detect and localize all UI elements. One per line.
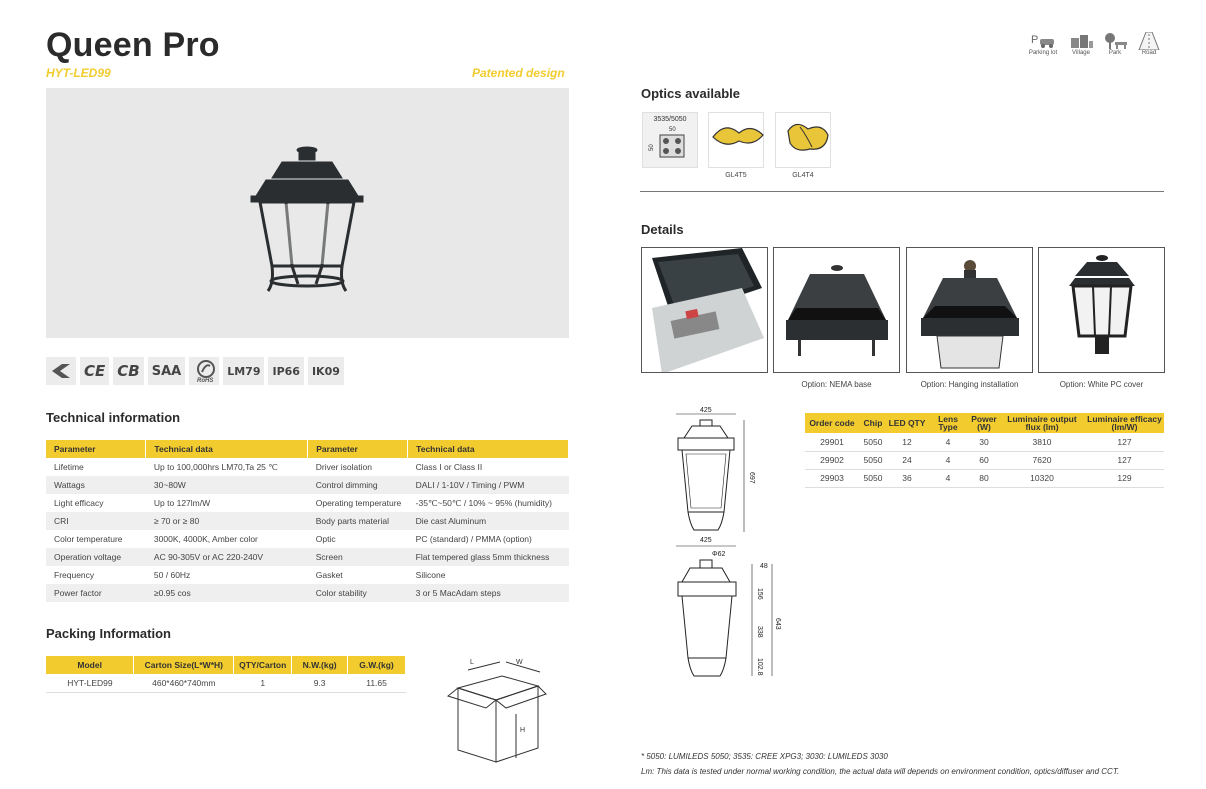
svg-text:338: 338 [756,626,763,638]
table-row [46,566,569,584]
table-cell: 5050 [859,433,887,451]
table-cell: HYT-LED99 [46,674,134,692]
table-cell: Operation voltage [46,548,146,566]
svg-text:L: L [470,659,474,666]
optic-label: GL4T4 [792,172,814,179]
table-header: Parameter [308,440,408,458]
divider [640,191,1164,192]
optic-gl4t4 [775,112,831,168]
table-cell: PC (standard) / PMMA (option) [408,530,569,548]
optics-heading: Optics available [641,86,740,101]
table-header: QTY/Carton [234,656,292,674]
patented-label: Patented design [472,66,565,80]
table-header: Parameter [46,440,146,458]
table-row [805,451,1164,469]
svg-text:RoHS: RoHS [197,378,214,383]
table-header: Model [46,656,134,674]
table-cell: 36 [887,469,927,487]
table-cell: 60 [969,451,999,469]
svg-text:W: W [516,659,523,666]
table-cell: Operating temperature [308,494,408,512]
table-header: Luminaire efficacy (lm/W) [1085,413,1164,433]
road-icon [1138,32,1160,50]
park-icon [1102,32,1128,50]
table-row [46,476,569,494]
table-cell: CRI [46,512,146,530]
table-row [46,530,569,548]
optic-module-3535: 3535/5050 50 50 [642,112,698,168]
table-cell: Class I or Class II [408,458,569,476]
table-cell: Optic [308,530,408,548]
svg-text:697: 697 [748,472,755,484]
svg-text:H: H [520,727,526,734]
table-header: Luminaire output flux (lm) [999,413,1085,433]
svg-text:425: 425 [700,537,712,544]
table-cell: 5050 [859,469,887,487]
table-cell: 29903 [805,469,859,487]
table-cell: 5050 [859,451,887,469]
table-row [46,674,406,692]
table-cell: 1 [234,674,292,692]
table-cell: Light efficacy [46,494,146,512]
table-cell: 29901 [805,433,859,451]
table-cell: DALI / 1-10V / Timing / PWM [408,476,569,494]
usage-park [1102,32,1128,56]
svg-text:643: 643 [774,618,781,630]
table-cell: Silicone [408,566,569,584]
table-cell: 30 [969,433,999,451]
detail-driver-compartment [641,247,768,373]
table-cell: 4 [927,433,969,451]
detail-caption: Option: NEMA base [801,380,872,389]
detail-nema-base [773,247,900,373]
table-cell: 29902 [805,451,859,469]
table-cell: 10320 [999,469,1085,487]
table-header: Lens Type [927,413,969,433]
certification-row [46,357,344,385]
svg-text:425: 425 [700,407,712,414]
ik09-mark: IK09 [308,357,344,385]
table-cell: Wattags [46,476,146,494]
table-cell: ≥ 70 or ≥ 80 [146,512,308,530]
table-cell: Lifetime [46,458,146,476]
usage-village [1068,32,1094,56]
table-cell: 127 [1085,451,1164,469]
detail-white-pc-cover [1038,247,1165,373]
table-header: Technical data [146,440,308,458]
packing-heading: Packing Information [46,626,171,641]
table-cell: Color stability [308,584,408,602]
table-row [46,512,569,530]
table-cell: Gasket [308,566,408,584]
table-cell: 50 / 60Hz [146,566,308,584]
optic-label: GL4T5 [725,172,747,179]
table-cell: Frequency [46,566,146,584]
table-cell: 129 [1085,469,1164,487]
technical-heading: Technical information [46,410,181,425]
table-cell: 4 [927,469,969,487]
table-cell: 12 [887,433,927,451]
table-cell: Body parts material [308,512,408,530]
ce-mark: CE [80,357,109,385]
lm79-mark: LM79 [223,357,264,385]
usage-label: Park [1108,50,1122,56]
usage-label: Parking lot [1028,50,1058,56]
saa-mark: SAA [148,357,186,385]
optic-gl4t5 [708,112,764,168]
table-row [805,433,1164,451]
ccc-icon [46,357,76,385]
table-cell: Color temperature [46,530,146,548]
parking-icon [1028,32,1058,50]
svg-text:102.8: 102.8 [756,658,763,676]
table-cell: Screen [308,548,408,566]
table-row [46,494,569,512]
detail-caption: Option: White PC cover [1059,380,1144,389]
table-cell: Up to 100,000hrs LM70,Ta 25 ℃ [146,458,308,476]
product-title: Queen Pro [46,26,220,64]
table-cell: 7620 [999,451,1085,469]
packing-table [46,656,406,693]
table-cell: 3810 [999,433,1085,451]
footnote-lm: Lm: This data is tested under normal working condition, the actual data will depends on environment condition, optics/diffuser and CCT. [641,767,1120,776]
usage-label: Village [1072,50,1090,56]
table-row [46,584,569,602]
svg-text:48: 48 [760,563,768,570]
dimension-drawing-bottom [664,534,784,685]
rohs-mark [189,357,219,385]
detail-hanging-installation [906,247,1033,373]
table-row [46,548,569,566]
table-cell: Flat tempered glass 5mm thickness [408,548,569,566]
table-header: Power (W) [969,413,999,433]
table-header: Order code [805,413,859,433]
table-row [46,458,569,476]
table-cell: 460*460*740mm [134,674,234,692]
table-cell: 24 [887,451,927,469]
dimension-drawing-top [664,404,764,541]
svg-text:Φ62: Φ62 [712,551,726,558]
table-cell: ≥0.95 cos [146,584,308,602]
footnote-chips: * 5050: LUMILEDS 5050; 3535: CREE XPG3; 3030: LUMILEDS 3030 [641,752,888,761]
usage-parking [1028,32,1058,56]
carton-box-diagram [440,656,550,773]
table-header: Carton Size(L*W*H) [134,656,234,674]
cb-mark: CB [113,357,143,385]
detail-caption: Option: Hanging installation [920,380,1019,389]
table-header: Chip [859,413,887,433]
order-table [805,413,1164,488]
table-cell: 11.65 [348,674,406,692]
table-header: Technical data [408,440,569,458]
table-cell: 9.3 [292,674,348,692]
ip66-mark: IP66 [268,357,303,385]
table-cell: Control dimming [308,476,408,494]
svg-text:P: P [1031,34,1039,46]
table-header: N.W.(kg) [292,656,348,674]
table-cell: Up to 127lm/W [146,494,308,512]
svg-text:50: 50 [669,127,676,133]
table-cell: -35℃~50℃ / 10% ~ 95% (humidity) [408,494,569,512]
table-row [805,469,1164,487]
svg-text:156: 156 [756,588,763,600]
svg-text:50: 50 [649,144,655,151]
table-cell: 4 [927,451,969,469]
village-icon [1068,32,1094,50]
technical-table [46,440,569,602]
usage-label: Road [1141,50,1157,56]
usage-road [1138,32,1160,56]
table-cell: AC 90-305V or AC 220-240V [146,548,308,566]
table-cell: 30~80W [146,476,308,494]
table-cell: 127 [1085,433,1164,451]
table-cell: 80 [969,469,999,487]
table-header: G.W.(kg) [348,656,406,674]
table-cell: 3000K, 4000K, Amber color [146,530,308,548]
product-image [46,88,569,338]
table-cell: 3 or 5 MacAdam steps [408,584,569,602]
table-header: LED QTY [887,413,927,433]
table-cell: Driver isolation [308,458,408,476]
model-number: HYT-LED99 [46,66,111,80]
details-heading: Details [641,222,684,237]
table-cell: Die cast Aluminum [408,512,569,530]
table-cell: Power factor [46,584,146,602]
